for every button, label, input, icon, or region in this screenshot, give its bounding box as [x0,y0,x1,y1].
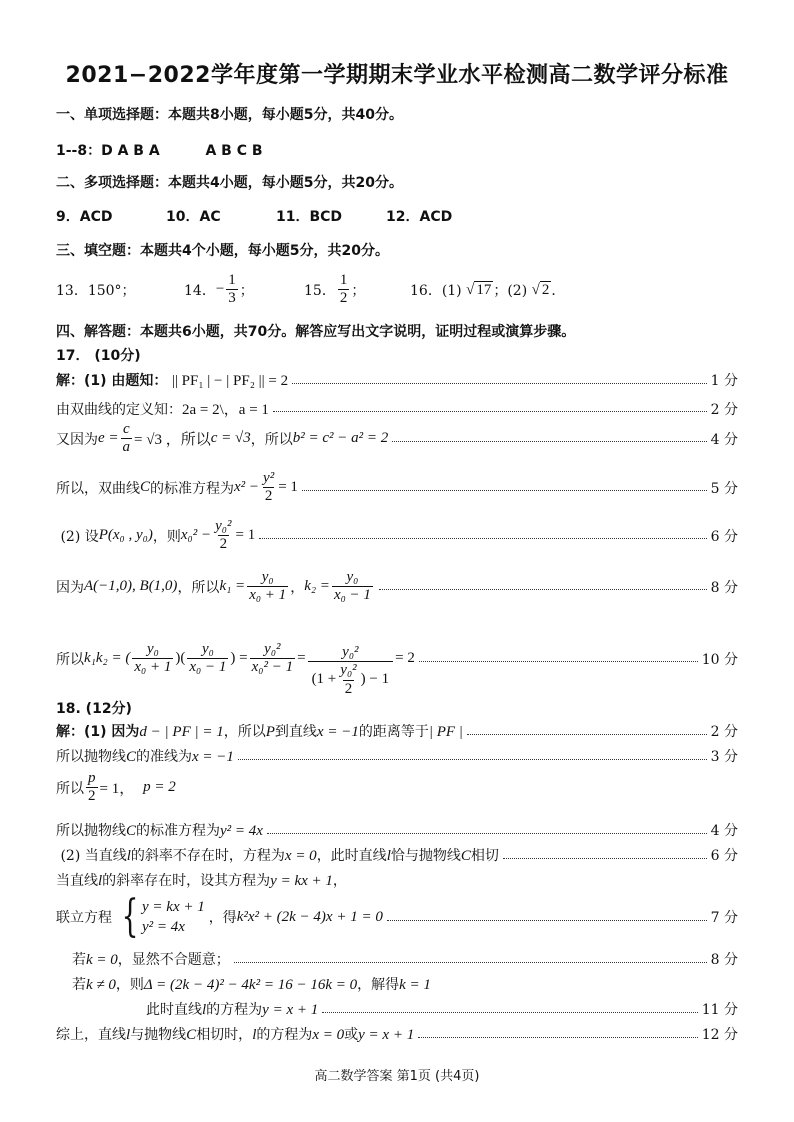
score-label: 3 分 [710,749,738,765]
q17-step-4: 所以，双曲线 C 的标准方程为 x² − $\frac{\text{y²}}{2}$ = 1 5 分 [56,470,738,505]
q17-step-6: 因为 A(−1,0), B(1,0) ，所以 k₁ = $\frac{\text{y₀}}{\text{x₀ + 1}}$ ， k₂ = $\frac{\text{y₀}}{\text{x₀ − 1}}$ 8 分 [56,569,738,604]
q17-step-3: 又因为 e = $\frac{c}{a}$ = √3 ，所以 c = √3 ，所以 b² = c² − a² = 2 4 分 [56,421,738,456]
equation-system: { y = kx + 1 y² = 4x [121,891,205,942]
q17-step-7: 所以 k₁k₂ = ( $\frac{\text{y₀}}{\text{x₀ + 1}}$ )( $\frac{\text{y₀}}{\text{x₀ − 1}}$ ) = $\frac{\text{y₀²}}{\text{x₀² − 1}}$ = y₀² (1 + $\frac{\text{y₀²}}{2}$ ) − 1 = 2 10 分 [56,641,738,697]
score-label: 5 分 [710,480,738,497]
q18-step-8: 若k = 0，显然不合题意； 8 分 [72,949,738,969]
score-label: 2 分 [710,401,738,418]
score-label: 12 分 [701,1027,738,1043]
q18-step-9: 若k ≠ 0，则Δ = (2k − 4)² − 4k² = 16 − 16k = 0，解得k = 1 [72,977,431,993]
q18-step-3: 所以 $\frac{p}{2}$ = 1， p = 2 [56,770,176,805]
score-label: 8 分 [710,579,738,596]
page-title: 2021−2022学年度第一学期期末学业水平检测高二数学评分标准 [65,63,729,88]
q18-step-10: 此时直线l的方程为y = x + 1 11 分 [146,999,738,1019]
answer-13: 13．150°； [56,282,136,299]
q18-step-7: 联立方程 { y = kx + 1 y² = 4x ，得 k²x² + (2k − 4)x + 1 = 0 7 分 [56,891,738,942]
section-1-answers [56,140,738,160]
q18-step-1: 解：(1) 因为d − | PF | = 1，所以P到直线x = −1的距离等于| PF | 2 分 [56,721,738,741]
answers-1-4: 1--8：D A B A [56,143,160,159]
section-2-answers [56,206,738,226]
score-label: 6 分 [710,528,738,545]
section-3-heading: 三、填空题：本题共4个小题，每小题5分，共20分。 [56,243,389,259]
q18-step-6: 当直线l的斜率存在时，设其方程为y = kx + 1， [56,873,347,889]
q18-step-11: 综上，直线l与抛物线C相切时，l的方程为x = 0或y = x + 1 12 分 [56,1024,738,1044]
q18-step-4: 所以抛物线C的标准方程为y² = 4x 4 分 [56,820,738,840]
score-label: 10 分 [701,651,738,668]
score-label: 2 分 [710,724,738,740]
section-3-answers [56,272,738,308]
answer-14: 14． − $\frac{1}{3}$ ； [184,272,254,307]
score-label: 1 分 [710,373,738,389]
answer-12: 12．ACD [386,209,453,225]
answer-16: 16．(1) √ 17 ；(2) √ 2 ． [410,281,566,299]
answer-9: 9．ACD [56,209,113,225]
section-1-heading: 一、单项选择题：本题共8小题，每小题5分，共40分。 [56,107,403,123]
q18-step-5: (2) 当直线l的斜率不存在时，方程为x = 0，此时直线l恰与抛物线C相切 6 分 [56,845,738,865]
score-label: 6 分 [710,848,738,864]
score-label: 11 分 [701,1002,738,1018]
answer-15: 15． $\frac{1}{2}$ ； [304,272,366,307]
answers-5-8: A B C B [205,143,263,159]
section-4-heading: 四、解答题：本题共6小题，共70分。解答应写出文字说明，证明过程或演算步骤。 [56,324,576,340]
answer-10: 10．AC [166,209,221,225]
section-2-heading: 二、多项选择题：本题共4小题，每小题5分，共20分。 [56,175,403,191]
q17-step-2: 由双曲线的定义知：2a = 2\，a = 1 2 分 [56,398,738,419]
q17-step-5: (2) 设 P(x₀ , y₀) ，则 x₀² − $\frac{\text{y₀²}}{2}$ = 1 6 分 [60,518,738,553]
score-label: 7 分 [710,910,738,926]
q17-step-1: 解：(1) 由题知： || PF₁ | − | PF₂ || = 2 1 分 [56,370,738,390]
score-label: 8 分 [710,952,738,968]
q18-heading: 18. (12分) [56,701,132,717]
score-label: 4 分 [710,823,738,839]
q18-step-2: 所以抛物线C的准线为x = −1 3 分 [56,746,738,766]
answer-11: 11．BCD [276,209,343,225]
q17-heading: 17． (10分) [56,348,141,364]
page-footer: 高二数学答案 第1页 (共4页) [314,1069,480,1084]
score-label: 4 分 [710,431,738,448]
